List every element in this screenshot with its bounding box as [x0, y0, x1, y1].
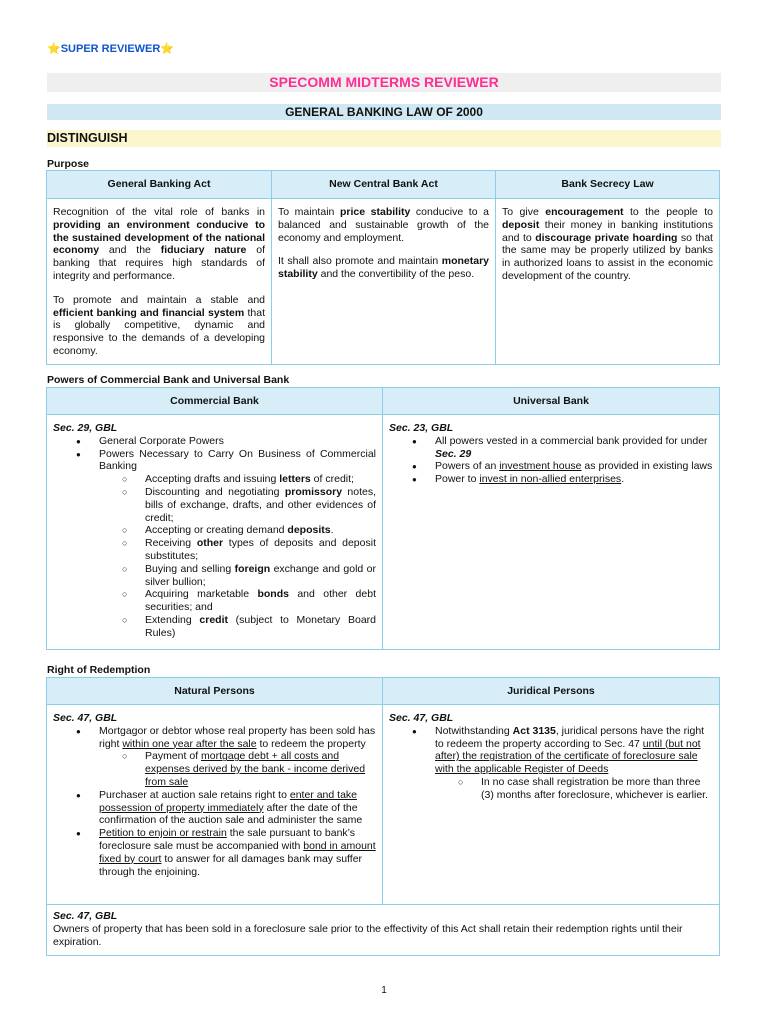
section-reference: Sec. 47, GBL [53, 712, 118, 724]
list-item: ○ Acquiring marketable bonds and other debt securities; and [99, 588, 376, 614]
column-header: Commercial Bank [47, 388, 383, 415]
ncba-purpose-cell: To maintain price stability conducive to a balanced and sustainable growth of the economy and employment. It shall also promote and maintain monetary stability and the convertibility of the peso. [272, 199, 496, 365]
natural-persons-cell [47, 705, 383, 905]
powers-table [46, 387, 720, 650]
list-item: ● Powers of an investment house as provided in existing laws [389, 460, 713, 473]
bsl-purpose-cell: To give encouragement to the people to deposit their money in banking institutions and to discourage private hoarding so that the same may be properly utilized by banks in authorized loans to assist in the economic development of the country. [496, 199, 720, 365]
redemption-label: Right of Redemption [47, 664, 151, 676]
section-reference: Sec. 47, GBL [53, 910, 118, 922]
list-item: ● Notwithstanding Act 3135, juridical persons have the right to redeem the property according to Sec. 47 until (but not after) the registration of the certificate of foreclosure sale with the applicable Register of Deeds ○ In no case shall registration be more than three (3) months after foreclosure, whichever is earlier. [389, 725, 713, 802]
list-item: ○ In no case shall registration be more than three (3) months after foreclosure, whichever is earlier. [435, 776, 713, 802]
list-item: ● Petition to enjoin or restrain the sale pursuant to bank’s foreclosure sale must be accompanied with bond in amount fixed by court to answer for all damages bank may suffer through the enjoining. [53, 827, 376, 878]
commercial-bank-cell [47, 415, 383, 650]
list-item: ○ Extending credit (subject to Monetary Board Rules) [99, 614, 376, 640]
redemption-footer-cell [47, 905, 720, 956]
section-heading-distinguish: DISTINGUISH [47, 130, 721, 147]
powers-label: Powers of Commercial Bank and Universal Bank [47, 374, 290, 386]
column-header: Bank Secrecy Law [496, 171, 720, 199]
juridical-persons-cell [383, 705, 720, 905]
list-item: ○ Discounting and negotiating promissory notes, bills of exchange, drafts, and other evidences of credit; [99, 486, 376, 524]
list-item: ○ Receiving other types of deposits and deposit substitutes; [99, 537, 376, 563]
list-item: ● General Corporate Powers [53, 435, 376, 448]
purpose-table [46, 170, 720, 365]
section-reference: Sec. 47, GBL [389, 712, 454, 724]
list-item: ○ Accepting drafts and issuing letters of credit; [99, 473, 376, 486]
purpose-label: Purpose [47, 158, 90, 170]
sub-list [435, 776, 713, 802]
list-item: ● Power to invest in non-allied enterprises. [389, 473, 713, 486]
bullet-list [53, 435, 376, 640]
list-item: ● Mortgagor or debtor whose real property has been sold has right within one year after the sale to redeem the property ○ Payment of mortgage debt + all costs and expenses derived by the bank - income derived from sale [53, 725, 376, 789]
list-item: ○ Accepting or creating demand deposits. [99, 524, 376, 537]
sub-list [99, 473, 376, 639]
section-reference: Sec. 23, GBL [389, 422, 454, 434]
bullet-list [389, 725, 713, 802]
column-header: New Central Bank Act [272, 171, 496, 199]
super-reviewer-label: ⭐SUPER REVIEWER⭐ [47, 43, 175, 55]
column-header: Juridical Persons [383, 678, 720, 705]
list-item: ● All powers vested in a commercial bank provided for under Sec. 29 [389, 435, 713, 461]
list-item: ○ Buying and selling foreign exchange and gold or silver bullion; [99, 563, 376, 589]
list-item: ● Powers Necessary to Carry On Business of Commercial Banking ○ Accepting drafts and issuing letters of credit; ○ Discounting and negotiating promissory notes, bills of exchange, drafts, and other evidences of credit; ○ Accepting or creating demand deposits. ○ Receiving other types of deposits and deposit substitutes; ○ Buying and selling foreign exchange and gold or silver bullion; ○ Acquiring marketable bonds and other debt securities; and ○ Extending credit (subject to Monetary Board Rules) [53, 448, 376, 640]
footer-text: Owners of property that has been sold in a foreclosure sale prior to the effectivity of this Act shall retain their redemption rights until their expiration. [53, 922, 683, 948]
gba-purpose-cell: Recognition of the vital role of banks in providing an environment conducive to the sustained development of the national economy and the fiduciary nature of banking that requires high standards of integrity and performance. To promote and maintain a stable and efficient banking and financial system that is globally competitive, dynamic and responsive to the demands of a developing economy. [47, 199, 272, 365]
law-heading: GENERAL BANKING LAW OF 2000 [47, 104, 721, 120]
column-header: General Banking Act [47, 171, 272, 199]
universal-bank-cell [383, 415, 720, 650]
page-number: 1 [381, 985, 387, 996]
redemption-table [46, 677, 720, 956]
list-item: ○ Payment of mortgage debt + all costs and expenses derived by the bank - income derived from sale [99, 750, 376, 788]
column-header: Universal Bank [383, 388, 720, 415]
star-icon: ⭐ [47, 43, 61, 55]
sub-list [99, 750, 376, 788]
page-title: SPECOMM MIDTERMS REVIEWER [47, 73, 721, 92]
bullet-list [53, 725, 376, 879]
star-icon: ⭐ [160, 43, 175, 55]
column-header: Natural Persons [47, 678, 383, 705]
list-item: ● Purchaser at auction sale retains right to enter and take possession of property immediately after the date of the confirmation of the auction sale and administer the same [53, 789, 376, 827]
section-reference: Sec. 29, GBL [53, 422, 118, 434]
bullet-list [389, 435, 713, 486]
